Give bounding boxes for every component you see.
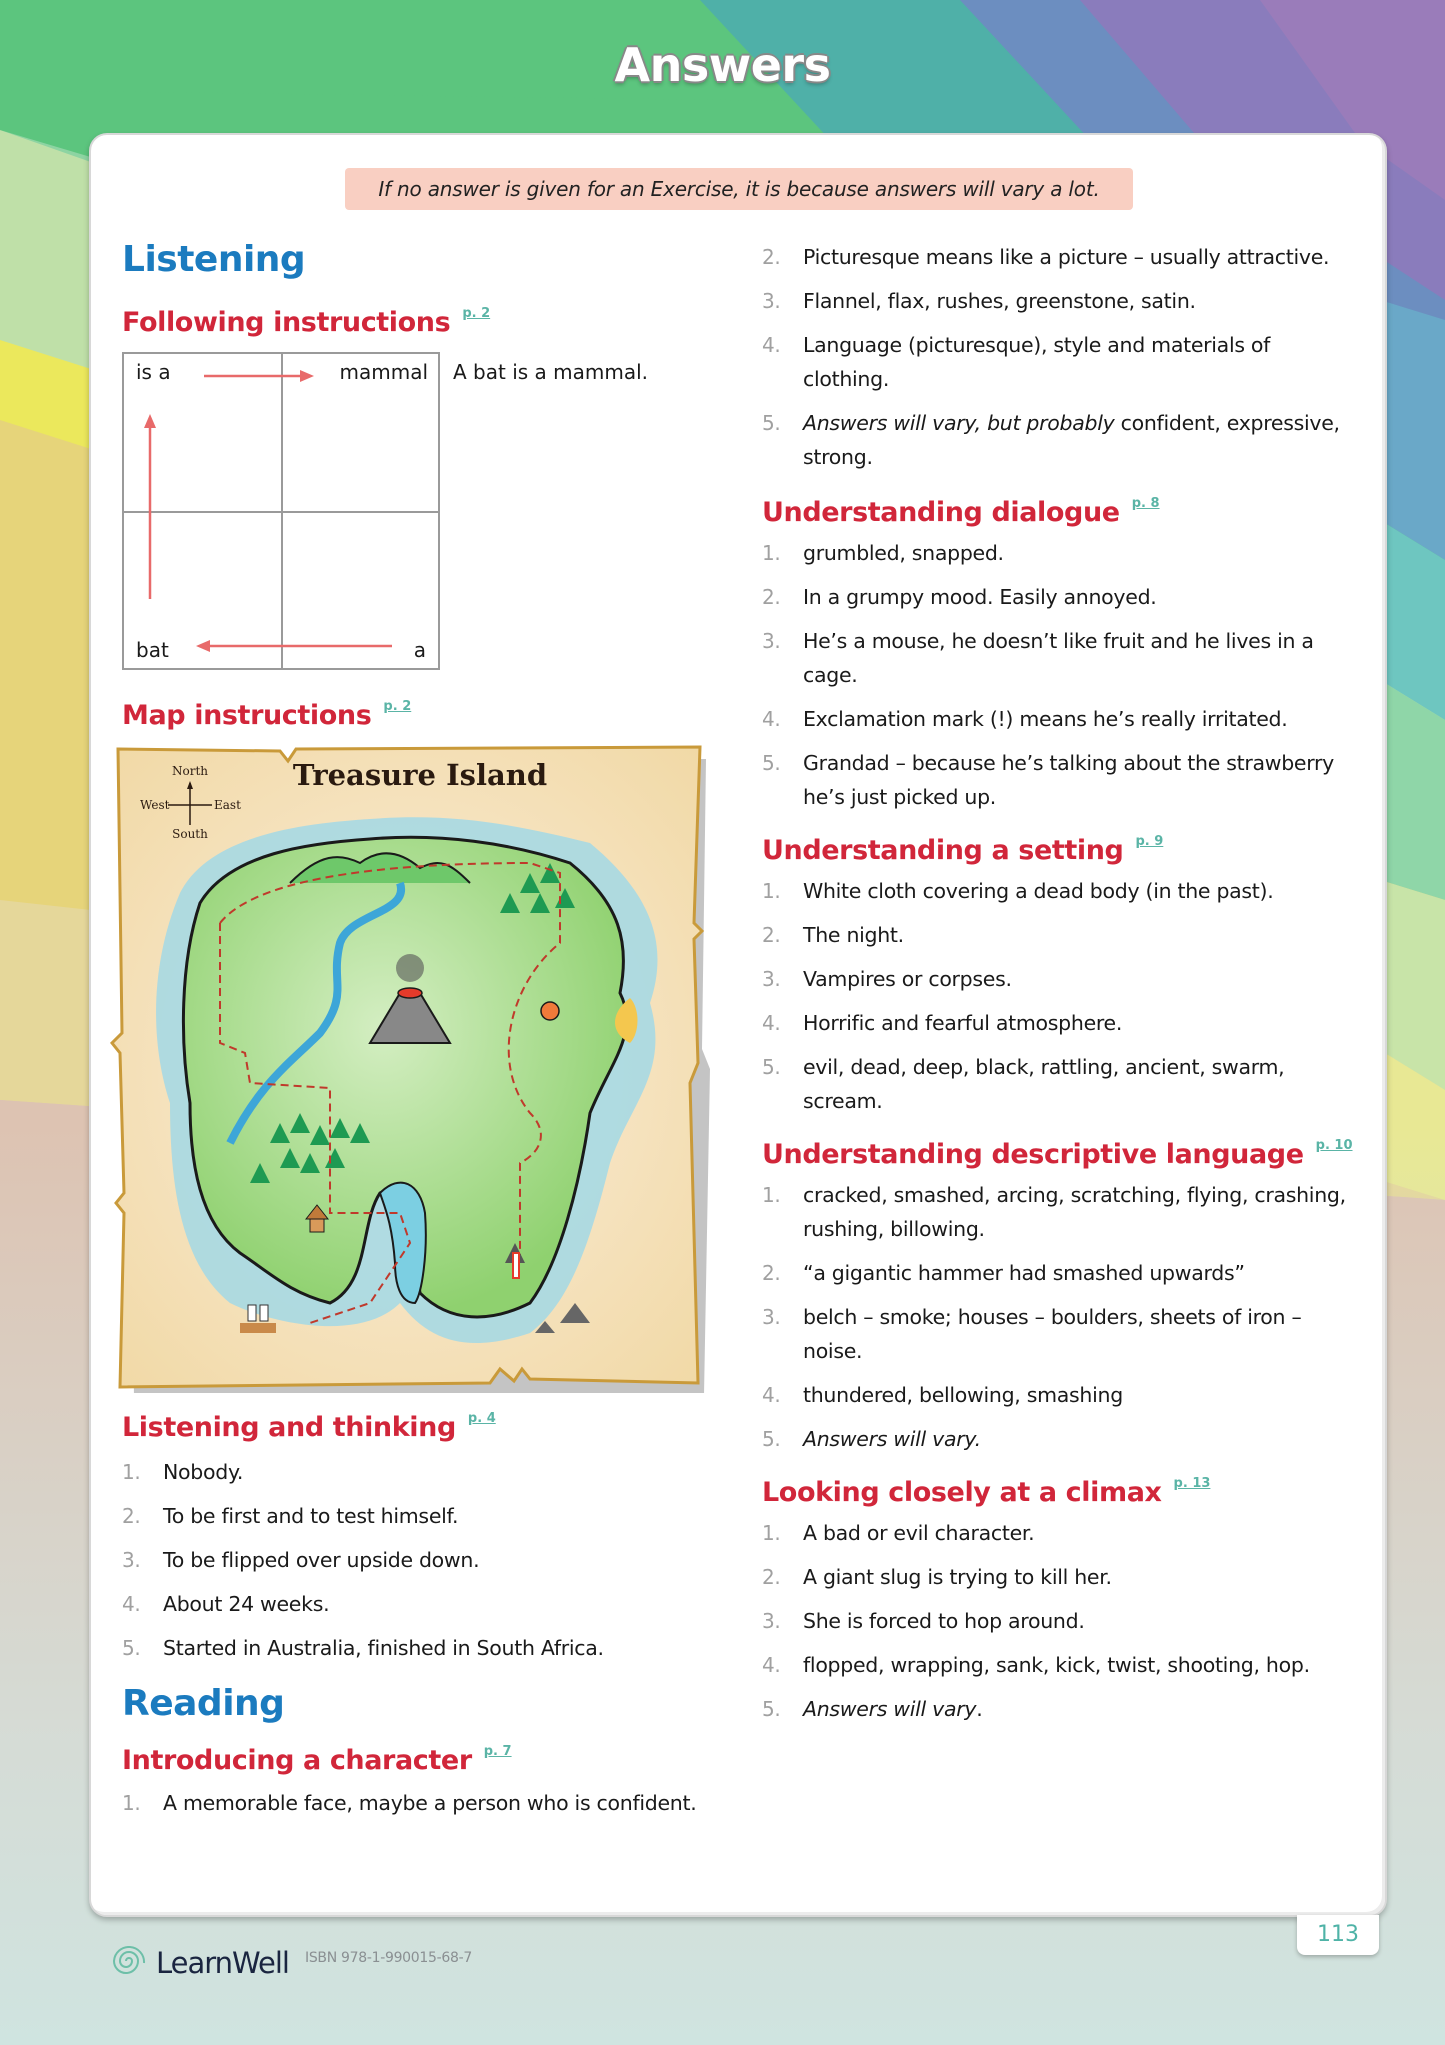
svg-text:North: North <box>171 764 209 778</box>
answer-number: 4. <box>122 1592 141 1616</box>
answer-text-italic: Answers will vary. <box>803 1427 981 1451</box>
subsection-heading <box>762 1138 1362 1170</box>
subsection-heading <box>122 1744 722 1776</box>
answer-number: 4. <box>762 333 781 357</box>
answer-item <box>762 1560 1362 1594</box>
answer-item <box>122 1499 722 1533</box>
grid-cell-top-left: is a <box>136 360 171 384</box>
exercise-map-instructions <box>122 699 722 1383</box>
answer-item <box>122 1587 722 1621</box>
answer-number: 3. <box>762 629 781 653</box>
subsection-heading <box>762 834 1362 866</box>
page-ref-link[interactable]: p. 7 <box>483 1744 512 1759</box>
answer-number: 2. <box>762 1565 781 1589</box>
answer-item <box>762 1604 1362 1638</box>
answer-item <box>762 240 1362 274</box>
svg-text:Treasure Island: Treasure Island <box>292 758 548 792</box>
answer-list-continued <box>762 240 1362 474</box>
answer-item <box>122 1455 722 1489</box>
exercise-understanding-descriptive-language <box>762 1138 1362 1456</box>
answer-item <box>762 1300 1362 1368</box>
footer <box>110 1940 472 1986</box>
answer-text: Nobody. <box>163 1460 244 1484</box>
answer-number: 4. <box>762 1011 781 1035</box>
info-note: If no answer is given for an Exercise, it is because answers will vary a lot. <box>345 168 1133 210</box>
subsection-title: Looking closely at a climax <box>762 1477 1162 1508</box>
grid-cell-top-right: mammal <box>339 360 428 384</box>
page-number: 113 <box>1297 1915 1379 1955</box>
subsection-title: Understanding descriptive language <box>762 1139 1304 1170</box>
answer-text: To be flipped over upside down. <box>163 1548 480 1572</box>
exercise-listening-and-thinking <box>122 1411 722 1665</box>
answer-item <box>762 1178 1362 1246</box>
page-ref-link[interactable]: p. 2 <box>383 699 412 714</box>
answer-item <box>122 1631 722 1665</box>
answer-number: 2. <box>762 1261 781 1285</box>
answer-text: White cloth covering a dead body (in the past). <box>803 879 1274 903</box>
answer-text: Exclamation mark (!) means he’s really irritated. <box>803 707 1288 731</box>
answer-item <box>762 624 1362 692</box>
subsection-title: Understanding a setting <box>762 835 1124 866</box>
treasure-island-map <box>122 743 714 1383</box>
exercise-understanding-a-setting <box>762 834 1362 1118</box>
answer-text: cracked, smashed, arcing, scratching, flying, crashing, rushing, billowing. <box>803 1183 1346 1241</box>
svg-text:South: South <box>172 827 208 841</box>
page-title: Answers <box>614 38 831 92</box>
answer-item <box>762 1648 1362 1682</box>
subsection-heading <box>762 1476 1362 1508</box>
publisher-logo: LearnWell <box>156 1946 289 1980</box>
answer-number: 1. <box>762 1521 781 1545</box>
answer-text: Started in Australia, finished in South Africa. <box>163 1636 604 1660</box>
answer-text-italic: Answers will vary <box>803 1697 977 1721</box>
answer-text: thundered, bellowing, smashing <box>803 1383 1123 1407</box>
answer-number: 2. <box>122 1504 141 1528</box>
answer-text: . <box>976 1697 983 1721</box>
subsection-title: Listening and thinking <box>122 1412 456 1443</box>
answer-list <box>122 1786 722 1820</box>
answer-item <box>762 746 1362 814</box>
answer-number: 5. <box>762 751 781 775</box>
answer-number: 3. <box>762 1609 781 1633</box>
answer-number: 4. <box>762 707 781 731</box>
answer-item <box>762 702 1362 736</box>
isbn-text: ISBN 978-1-990015-68-7 <box>304 1950 472 1966</box>
answer-item <box>762 962 1362 996</box>
subsection-heading <box>762 496 1362 528</box>
exercise-introducing-a-character <box>122 1744 722 1820</box>
answer-list <box>762 1178 1362 1456</box>
answer-number: 5. <box>762 411 781 435</box>
answer-list <box>762 536 1362 814</box>
answer-item <box>762 580 1362 614</box>
answer-item <box>762 406 1362 474</box>
answer-item <box>762 536 1362 570</box>
answer-number: 5. <box>762 1697 781 1721</box>
answer-text: flopped, wrapping, sank, kick, twist, shooting, hop. <box>803 1653 1310 1677</box>
exercise-understanding-dialogue <box>762 496 1362 814</box>
word-grid <box>122 352 440 670</box>
answer-list <box>762 874 1362 1118</box>
answer-item <box>762 1378 1362 1412</box>
answer-item <box>762 1006 1362 1040</box>
answer-item <box>122 1543 722 1577</box>
answer-number: 4. <box>762 1383 781 1407</box>
page-ref-link[interactable]: p. 4 <box>467 1411 496 1426</box>
grid-cell-bottom-left: bat <box>136 638 169 662</box>
answer-item <box>762 874 1362 908</box>
answer-list <box>122 1455 722 1665</box>
answer-item <box>762 1050 1362 1118</box>
page-ref-link[interactable]: p. 8 <box>1131 496 1160 511</box>
answer-item <box>122 1786 722 1820</box>
answer-number: 5. <box>762 1427 781 1451</box>
answer-number: 2. <box>762 923 781 947</box>
answer-text: grumbled, snapped. <box>803 541 1004 565</box>
answer-item <box>762 1256 1362 1290</box>
answer-text: In a grumpy mood. Easily annoyed. <box>803 585 1157 609</box>
subsection-title: Understanding dialogue <box>762 497 1120 528</box>
answer-text: The night. <box>803 923 904 947</box>
subsection-heading <box>122 1411 722 1443</box>
grid-cell-bottom-right: a <box>413 638 426 662</box>
word-grid-diagram <box>122 352 722 672</box>
subsection-title: Introducing a character <box>122 1745 472 1776</box>
answer-number: 2. <box>762 585 781 609</box>
right-column <box>762 240 1362 1736</box>
answer-number: 3. <box>122 1548 141 1572</box>
answer-text: A giant slug is trying to kill her. <box>803 1565 1112 1589</box>
answer-item <box>762 328 1362 396</box>
svg-text:West: West <box>140 798 170 812</box>
answer-number: 1. <box>122 1460 141 1484</box>
answer-number: 4. <box>762 1653 781 1677</box>
subsection-heading <box>122 306 722 338</box>
answer-number: 1. <box>762 879 781 903</box>
exercise-looking-closely-at-a-climax <box>762 1476 1362 1726</box>
answer-number: 3. <box>762 289 781 313</box>
answer-text: evil, dead, deep, black, rattling, ancient, swarm, scream. <box>803 1055 1285 1113</box>
answer-text: belch – smoke; houses – boulders, sheets of iron – noise. <box>803 1305 1302 1363</box>
swirl-icon <box>110 1940 148 1986</box>
answer-text: He’s a mouse, he doesn’t like fruit and he lives in a cage. <box>803 629 1314 687</box>
page-ref-link[interactable]: p. 2 <box>462 306 491 321</box>
answer-text: Language (picturesque), style and materials of clothing. <box>803 333 1271 391</box>
answer-number: 1. <box>762 541 781 565</box>
answer-text: To be first and to test himself. <box>163 1504 459 1528</box>
answer-text: Picturesque means like a picture – usually attractive. <box>803 245 1330 269</box>
answer-text: She is forced to hop around. <box>803 1609 1085 1633</box>
subsection-title: Map instructions <box>122 700 372 731</box>
section-heading-listening: Listening <box>122 239 306 280</box>
page-ref-link[interactable]: p. 9 <box>1135 834 1164 849</box>
arrows-icon <box>124 354 442 672</box>
svg-text:East: East <box>214 798 241 812</box>
answer-item <box>762 918 1362 952</box>
section-heading-reading: Reading <box>122 1683 285 1724</box>
answer-text: Grandad – because he’s talking about the strawberry he’s just picked up. <box>803 751 1334 809</box>
answer-number: 2. <box>762 245 781 269</box>
subsection-heading <box>122 699 722 731</box>
subsection-title: Following instructions <box>122 307 451 338</box>
left-column <box>122 230 722 1830</box>
answer-number: 3. <box>762 967 781 991</box>
exercise-following-instructions <box>122 306 722 672</box>
answer-number: 5. <box>762 1055 781 1079</box>
answer-item <box>762 1422 1362 1456</box>
answer-text: Horrific and fearful atmosphere. <box>803 1011 1123 1035</box>
answer-text: A bad or evil character. <box>803 1521 1035 1545</box>
grid-answer-text: A bat is a mammal. <box>453 360 649 384</box>
answer-number: 5. <box>122 1636 141 1660</box>
answer-text: confident, expressive, strong. <box>803 411 1340 469</box>
answer-item <box>762 1516 1362 1550</box>
answer-text: Vampires or corpses. <box>803 967 1012 991</box>
answer-item <box>762 284 1362 318</box>
answer-number: 1. <box>762 1183 781 1207</box>
answer-number: 3. <box>762 1305 781 1329</box>
page-ref-link[interactable]: p. 10 <box>1315 1138 1353 1153</box>
answer-text-italic: Answers will vary, but probably <box>803 411 1115 435</box>
answer-text: A memorable face, maybe a person who is confident. <box>163 1791 697 1815</box>
answer-number: 1. <box>122 1791 141 1815</box>
page-ref-link[interactable]: p. 13 <box>1173 1476 1211 1491</box>
answer-text: “a gigantic hammer had smashed upwards” <box>803 1261 1245 1285</box>
answer-list <box>762 1516 1362 1726</box>
answer-item <box>762 1692 1362 1726</box>
answer-text: Flannel, flax, rushes, greenstone, satin. <box>803 289 1196 313</box>
answer-text: About 24 weeks. <box>163 1592 330 1616</box>
